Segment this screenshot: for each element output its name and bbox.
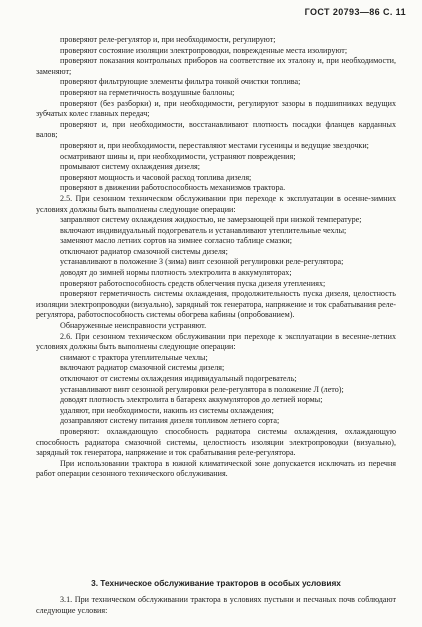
paragraph: 3.1. При техническом обслуживании трактора в условиях пустыни и песчаных почв соблюдают следующие условия: [36,595,396,615]
paragraph: отключают от системы охлаждения индивидуальный подогреватель; [60,374,297,383]
paragraph: проверяют на герметичность воздушные баллоны; [60,87,235,97]
paragraph: осматривают шины и, при необходимости, устраняют повреждения; [60,151,296,161]
section-body [36,595,396,616]
paragraph: доводят плотность электролита в батареях аккумуляторов до летней нормы; [60,395,323,405]
paragraph: удаляют, при необходимости, накипь из системы охлаждения; [60,405,274,415]
paragraph: проверяют состояние изоляции электропроводки, поврежденные места изолируют; [60,45,348,55]
paragraph: При использовании трактора в южной климатической зоне допускается исключать из перечня работ операции сезонного технического обслуживания. [36,458,396,479]
paragraph: проверяют мощность и часовой расход топлива дизеля; [60,172,252,182]
paragraph: отключают радиатор смазочной системы дизеля; [60,246,228,256]
section-title: 3. Техническое обслуживание тракторов в особых условиях [91,578,341,588]
paragraph: устанавливают в положение З (зима) винт сезонной регулировки реле-регулятора; [60,257,344,267]
paragraph: проверяют работоспособность средств облегчения пуска дизеля утеплениях; [60,278,326,288]
paragraph: проверяют фильтрующие элементы фильтра тонкой очистки топлива; [60,77,301,87]
paragraph: промывают систему охлаждения дизеля; [60,162,200,172]
paragraph: включают радиатор смазочной системы дизеля; [60,363,225,373]
paragraph: проверяют и, при необходимости, переставляют местами гусеницы и ведущие звездочки; [60,140,369,150]
paragraph: снимают с трактора утеплительные чехлы; [60,352,208,362]
paragraph: проверяют и, при необходимости, восстанавливают плотность посадки фланцев карданных валов; [36,119,396,140]
document-body [36,35,396,480]
paragraph: 2.5. При сезонном техническом обслуживании при переходе к эксплуатации в осенне-зимних условиях должны быть выполнены следующие операции: [36,193,396,214]
paragraph: устанавливают винт сезонной регулировки реле-регулятора в положение Л (лето); [60,384,344,394]
paragraph: проверяют реле-регулятор и, при необходимости, регулируют; [60,35,276,44]
paragraph: проверяют в движении работоспособность механизмов трактора. [60,183,286,193]
paragraph: включают индивидуальный подогреватель и устанавливают утеплительные чехлы; [60,225,347,235]
paragraph: проверяют: охлаждающую способность радиатора системы охлаждения, охлаждающую способность радиатора смазочной системы, целостность изоляции электропроводки (визуально), зарядный ток генератора, напряжение и ток срабатывания реле-регулятора. [36,426,396,458]
paragraph: доводят до зимней нормы плотность электролита в аккумуляторах; [60,268,292,278]
paragraph: заправляют систему охлаждения жидкостью, не замерзающей при низкой температуре; [60,215,362,225]
paragraph: дозаправляют систему питания дизеля топливом летнего сорта; [60,416,280,426]
page-header: ГОСТ 20793—86 С. 11 [304,7,406,17]
paragraph: Обнаруженные неисправности устраняют. [60,321,207,331]
paragraph: проверяют герметичность системы охлаждения, продолжительность пуска дизеля, целостность изоляции электропроводки (визуально), зарядный ток генератора, напряжение и ток срабатывания реле-регулятора, работоспособность системы обогрева кабины (опробованием). [36,289,396,320]
paragraph: проверяют показания контрольных приборов на соответствие их эталону и, при необходимости, заменяют; [36,56,396,76]
paragraph: 2.6. При сезонном техническом обслуживании при переходе к эксплуатации в весенне-летних условиях должны быть выполнены следующие операции: [36,331,396,352]
paragraph: заменяют масло летних сортов на зимнее согласно таблице смазки; [60,236,292,246]
paragraph: проверяют (без разборки) и, при необходимости, регулируют зазоры в подшипниках ведущих зубчатых колес главных передач; [36,98,396,119]
